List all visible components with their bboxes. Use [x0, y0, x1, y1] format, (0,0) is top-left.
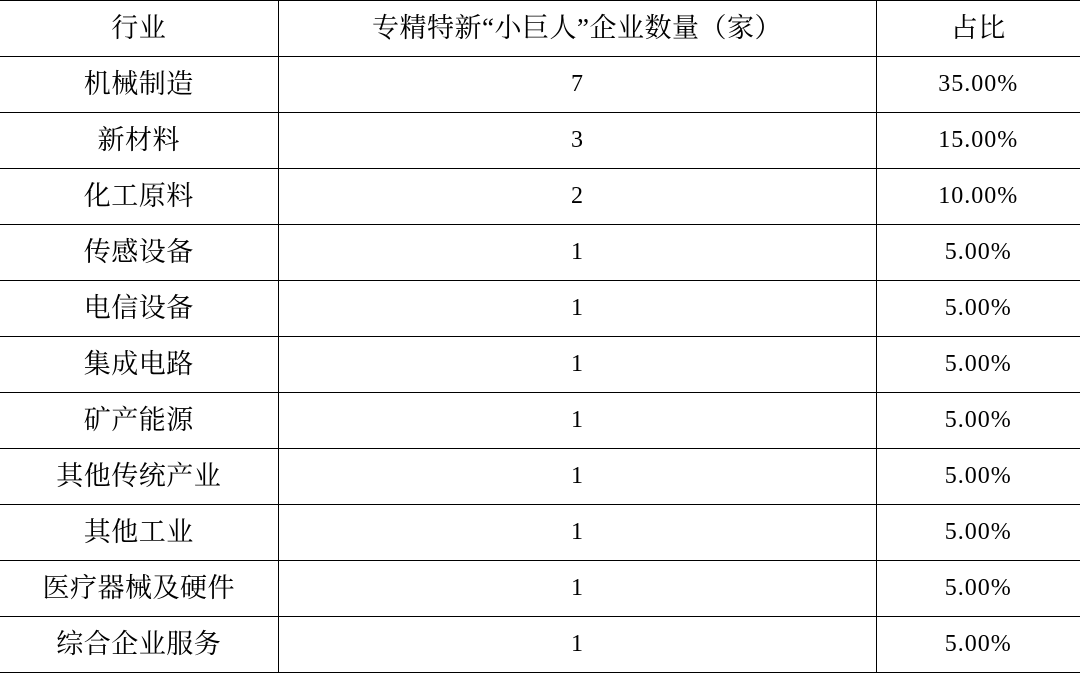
table-header [0, 1, 1080, 57]
cell-count: 1 [278, 225, 876, 281]
table-row [0, 169, 1080, 225]
cell-count: 1 [278, 505, 876, 561]
cell-industry: 传感设备 [0, 225, 278, 281]
cell-share: 15.00% [876, 113, 1080, 169]
cell-share: 5.00% [876, 617, 1080, 673]
cell-industry: 其他传统产业 [0, 449, 278, 505]
cell-industry: 集成电路 [0, 337, 278, 393]
table-row [0, 561, 1080, 617]
table-row [0, 337, 1080, 393]
cell-share: 5.00% [876, 281, 1080, 337]
table-row [0, 225, 1080, 281]
cell-share: 5.00% [876, 337, 1080, 393]
cell-count: 1 [278, 337, 876, 393]
cell-industry: 电信设备 [0, 281, 278, 337]
cell-share: 10.00% [876, 169, 1080, 225]
cell-share: 5.00% [876, 449, 1080, 505]
cell-count: 1 [278, 561, 876, 617]
cell-industry: 新材料 [0, 113, 278, 169]
table-row [0, 57, 1080, 113]
cell-count: 1 [278, 281, 876, 337]
cell-industry: 机械制造 [0, 57, 278, 113]
cell-count: 1 [278, 393, 876, 449]
cell-share: 5.00% [876, 561, 1080, 617]
cell-industry: 综合企业服务 [0, 617, 278, 673]
cell-count: 1 [278, 617, 876, 673]
table-row [0, 281, 1080, 337]
cell-count: 3 [278, 113, 876, 169]
cell-count: 2 [278, 169, 876, 225]
cell-industry: 医疗器械及硬件 [0, 561, 278, 617]
table-body [0, 57, 1080, 673]
table-row [0, 505, 1080, 561]
table-row [0, 113, 1080, 169]
cell-count: 1 [278, 449, 876, 505]
column-header-industry: 行业 [0, 1, 278, 57]
cell-count: 7 [278, 57, 876, 113]
cell-industry: 化工原料 [0, 169, 278, 225]
column-header-share: 占比 [876, 1, 1080, 57]
cell-share: 35.00% [876, 57, 1080, 113]
cell-industry: 矿产能源 [0, 393, 278, 449]
cell-share: 5.00% [876, 505, 1080, 561]
cell-share: 5.00% [876, 225, 1080, 281]
table-row [0, 449, 1080, 505]
column-header-count: 专精特新“小巨人”企业数量（家） [278, 1, 876, 57]
cell-industry: 其他工业 [0, 505, 278, 561]
table-header-row [0, 1, 1080, 57]
cell-share: 5.00% [876, 393, 1080, 449]
table-row [0, 393, 1080, 449]
